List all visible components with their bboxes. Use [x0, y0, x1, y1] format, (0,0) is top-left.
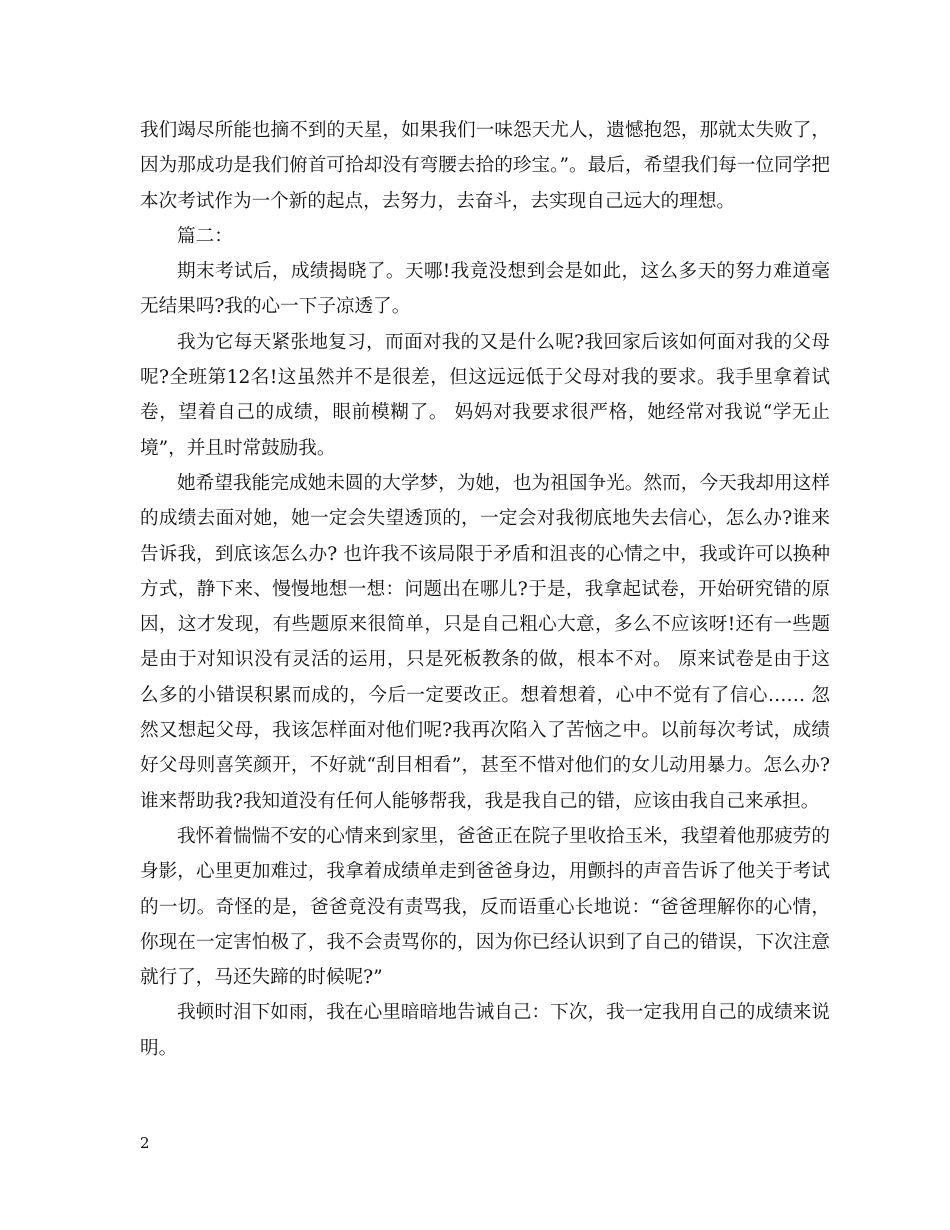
paragraph-7: 我顿时泪下如雨，我在心里暗暗地告诫自己：下次，我一定我用自己的成绩来说明。 [140, 1002, 830, 1059]
paragraph-5: 她希望我能完成她未圆的大学梦，为她，也为祖国争光。然而，今天我却用这样的成绩去面对她，她一定会失望透顶的，一定会对我彻底地失去信心，怎么办?谁来告诉我，到底该怎么办? 也许我不该局限于矛盾和沮丧的心情之中，我或许可以换种方式，静下来、慢慢地想一想：问题出在哪儿?于是，我拿起试卷，开始研究错的原因，这才发现，有些题原来很简单，只是自己粗心大意，多么不应该呀!还有一些题是由于对知识没有灵活的运用，只是死板教条的做，根本不对。 原来试卷是由于这么多的小错误积累而成的，今后一定要改正。想着想着，心中不觉有了信心…… 忽然又想起父母，我该怎样面对他们呢?我再次陷入了苦恼之中。以前每次考试，成绩好父母则喜笑颜开，不好就“刮目相看”，甚至不惜对他们的女儿动用暴力。怎么办?谁来帮助我?我知道没有任何人能够帮我，我是我自己的错，应该由我自己来承担。 [140, 472, 830, 812]
section-heading: 篇二： [177, 225, 233, 247]
document-body [140, 113, 830, 1066]
paragraph-6: 我怀着惴惴不安的心情来到家里，爸爸正在院子里收拾玉米，我望着他那疲劳的身影，心里更加难过，我拿着成绩单走到爸爸身边，用颤抖的声音告诉了他关于考试的一切。奇怪的是，爸爸竟没有责骂我，反而语重心长地说：“爸爸理解你的心情，你现在一定害怕极了，我不会责骂你的，因为你已经认识到了自己的错误，下次注意就行了，马还失蹄的时候呢?” [140, 825, 830, 989]
paragraph-4: 我为它每天紧张地复习，而面对我的又是什么呢?我回家后该如何面对我的父母呢?全班第12名!这虽然并不是很差，但这远远低于父母对我的要求。我手里拿着试卷，望着自己的成绩，眼前模糊了。 妈妈对我要求很严格，她经常对我说“学无止境”，并且时常鼓励我。 [140, 331, 830, 459]
page-number: 2 [140, 1134, 150, 1152]
paragraph-1: 我们竭尽所能也摘不到的天星，如果我们一味怨天尤人，遗憾抱怨，那就太失败了，因为那成功是我们俯首可拾却没有弯腰去拾的珍宝。”。最后，希望我们每一位同学把本次考试作为一个新的起点，去努力，去奋斗，去实现自己远大的理想。 [140, 120, 830, 212]
paragraph-3: 期末考试后，成绩揭晓了。天哪!我竟没想到会是如此，这么多天的努力难道毫无结果吗?我的心一下子凉透了。 [140, 261, 830, 318]
